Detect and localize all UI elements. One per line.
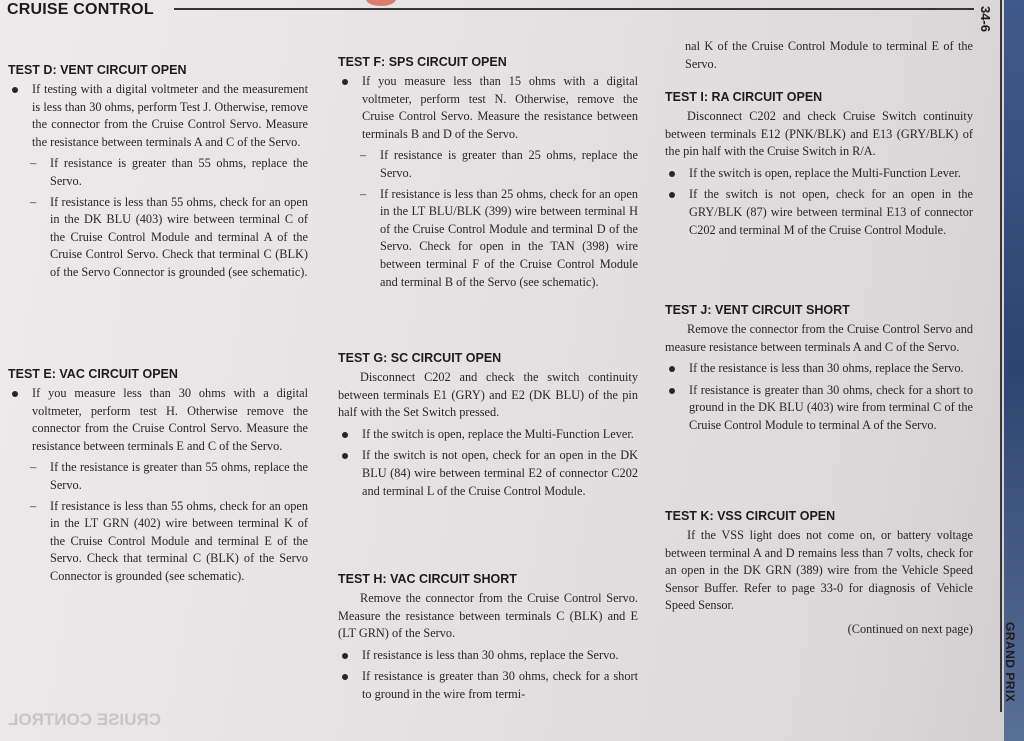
paragraph: Disconnect C202 and check Cruise Switch continuity between terminals E12 (PNK/BLK) and E13 (GRY/BLK) of the pin half with the Cruise Switch in R/A. [665,109,973,159]
right-rule [1000,0,1002,712]
header-mark [366,0,396,6]
bullet-item: If testing with a digital voltmeter and the measurement is less than 30 ohms, perform Test J. Otherwise, remove the connector from the Cruise Control Servo. Measure the resistance between terminals A and C of the Servo. [8,81,308,151]
bullet-item: If the resistance is less than 30 ohms, replace the Servo. [665,360,973,378]
paragraph: nal K of the Cruise Control Module to terminal E of the Servo. [685,39,973,71]
bullet-item: If you measure less than 30 ohms with a digital voltmeter, perform test H. Otherwise remove the connector from the Cruise Control Servo. Measure the resistance between terminals E and C of the Servo. [8,385,308,455]
test-k-section [665,508,973,639]
dash-item: – If resistance is less than 55 ohms, check for an open in the LT GRN (402) wire between terminal K of the Cruise Control Module and terminal E of the Servo. Check that terminal C (BLK) of the Servo Connector is grounded (see schematic). [8,498,308,586]
test-i-section [665,89,973,243]
bullet-item: If you measure less than 15 ohms with a digital voltmeter, perform test N. Otherwise, remove the Cruise Control Servo. Measure the resistance between terminals B and D of the Servo. [338,73,638,143]
dash-item: – If the resistance is greater than 55 ohms, replace the Servo. [8,459,308,494]
bullet-item: If the switch is open, replace the Multi-Function Lever. [665,165,973,183]
dash-item: – If resistance is less than 25 ohms, check for an open in the LT BLU/BLK (399) wire between terminal H of the Cruise Control Module and terminal D of the Servo. Check for open in the TAN (398) wire between terminal F of the Cruise Control Module and terminal B of the Servo (see schematic). [338,186,638,292]
bullet-item: If resistance is less than 30 ohms, replace the Servo. [338,647,638,665]
test-j-section [665,302,973,439]
test-h-section [338,571,638,708]
dash-item: – If resistance is greater than 25 ohms, replace the Servo. [338,147,638,182]
test-d-section [8,62,308,285]
bullet-item: If resistance is greater than 30 ohms, check for a short to ground in the DK BLU (403) wire from terminal C of the Cruise Control Module to terminal A of the Servo. [665,382,973,435]
dash-item: – If resistance is less than 55 ohms, check for an open in the DK BLU (403) wire between terminal C of the Cruise Control Module and terminal A of the Cruise Control Servo. Check that terminal C (BLK) of the Servo Connector is grounded (see schematic). [8,194,308,282]
header-rule [174,8,974,10]
test-h-continuation [665,38,973,73]
section-title: TEST E: VAC CIRCUIT OPEN [8,367,178,381]
bullet-item: If the switch is not open, check for an open in the GRY/BLK (87) wire between terminal E13 of connector C202 and terminal M of the Cruise Control Module. [665,186,973,239]
bullet-item: If resistance is greater than 30 ohms, check for a short to ground in the wire from termi- [338,668,638,703]
footer-bleed-through: CRUISE CONTROL [8,710,161,729]
section-title: TEST F: SPS CIRCUIT OPEN [338,55,507,69]
section-title: TEST G: SC CIRCUIT OPEN [338,351,502,365]
dash-item: – If resistance is greater than 55 ohms, replace the Servo. [8,155,308,190]
section-title: TEST J: VENT CIRCUIT SHORT [665,303,850,317]
page-number: 34-6 [978,6,993,33]
continued-note: (Continued on next page) [847,621,973,636]
paragraph: Remove the connector from the Cruise Control Servo and measure resistance between terminals A and C of the Servo. [665,322,973,354]
page-title: CRUISE CONTROL [7,1,154,18]
book-label: GRAND PRIX [1003,622,1017,703]
section-title: TEST I: RA CIRCUIT OPEN [665,90,823,104]
section-title: TEST K: VSS CIRCUIT OPEN [665,509,836,523]
paragraph: Remove the connector from the Cruise Control Servo. Measure the resistance between terminals C (BLK) and E (LT GRN) of the Servo. [338,591,638,641]
bullet-item: If the switch is open, replace the Multi-Function Lever. [338,426,638,444]
paragraph: Disconnect C202 and check the switch continuity between terminals E1 (GRY) and E2 (DK BLU) of the pin half with the Set Switch pressed. [338,370,638,420]
test-e-section [8,366,308,589]
bullet-item: If the switch is not open, check for an open in the DK BLU (84) wire between terminal E2 of connector C202 and terminal L of the Cruise Control Module. [338,447,638,500]
test-f-section [338,54,638,294]
section-title: TEST D: VENT CIRCUIT OPEN [8,63,187,77]
section-title: TEST H: VAC CIRCUIT SHORT [338,572,517,586]
test-g-section [338,350,638,504]
paragraph: If the VSS light does not come on, or battery voltage between terminal A and D remains less than 7 volts, check for an open in the DK GRN (389) wire from the Vehicle Speed Sensor Buffer. Refer to page 33-0 for diagnosis of Vehicle Speed Sensor. [665,528,973,613]
